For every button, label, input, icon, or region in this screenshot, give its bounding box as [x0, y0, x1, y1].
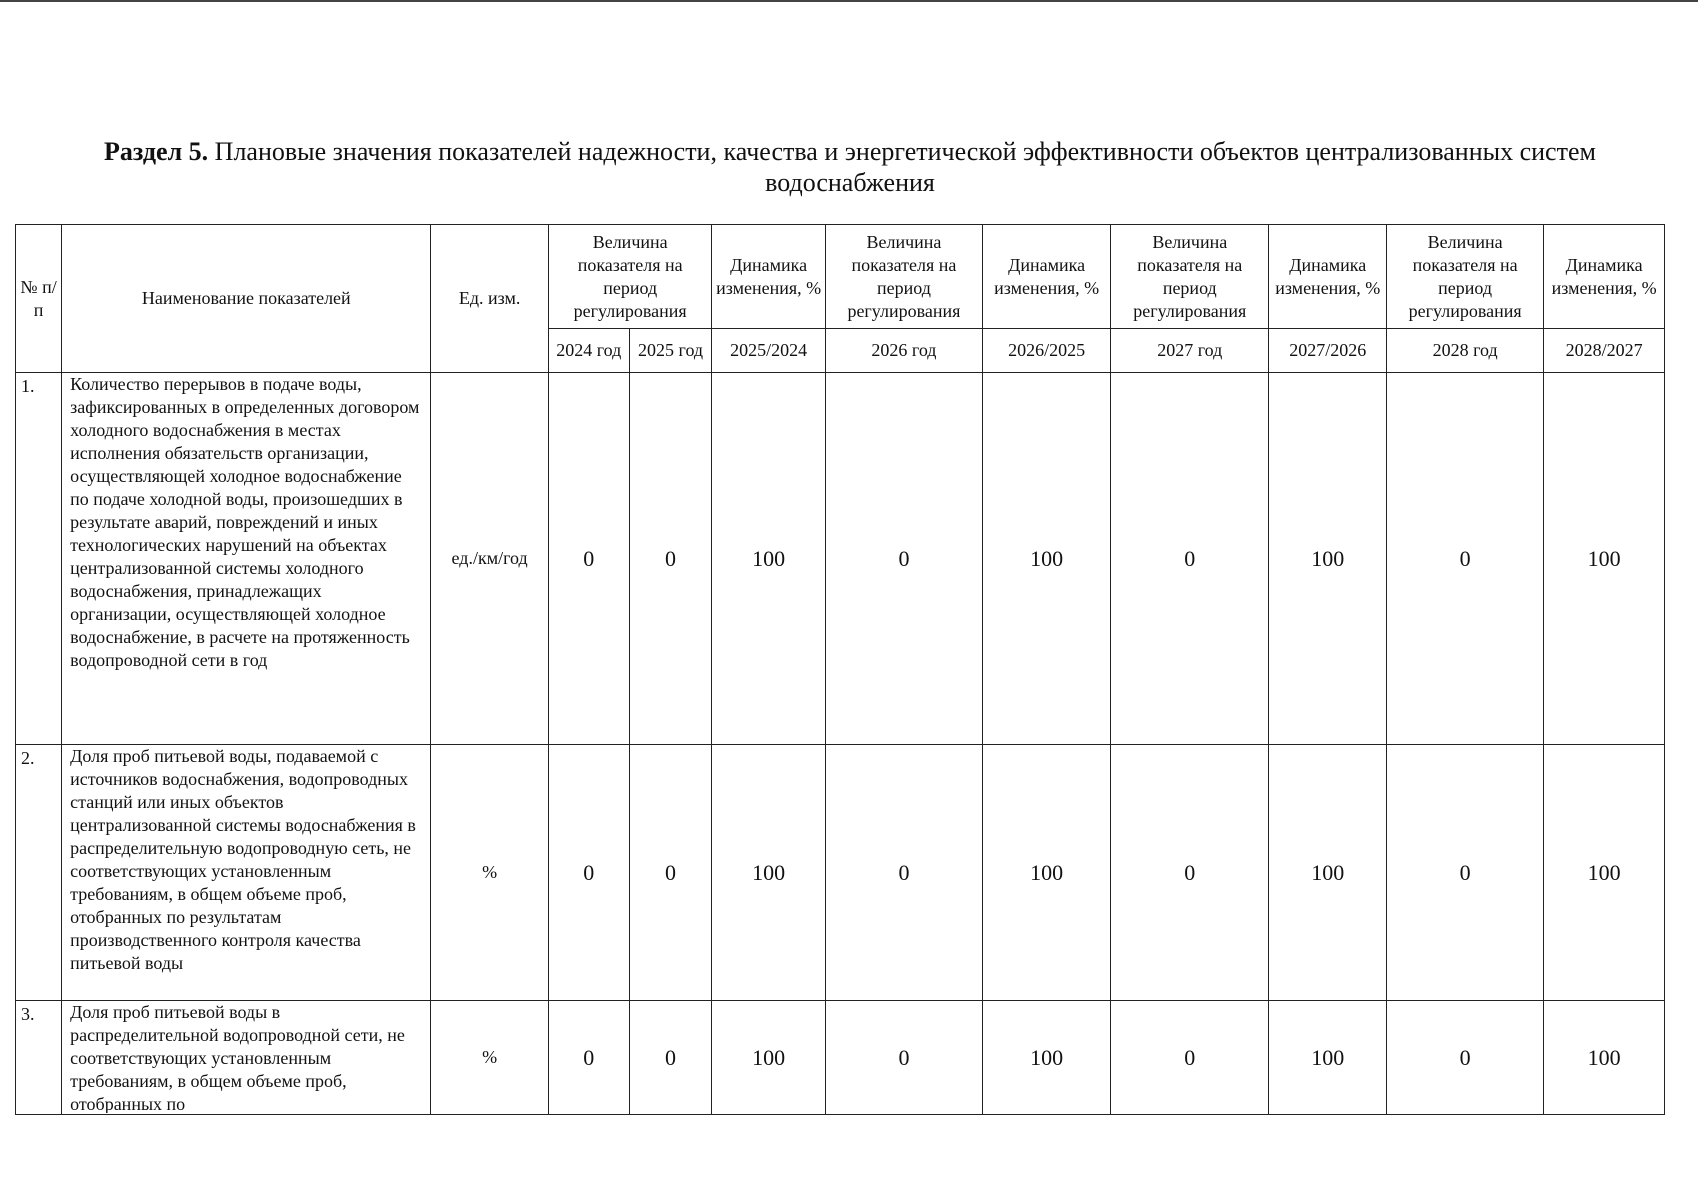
dynamics-2028-2027: 100 [1544, 1001, 1665, 1115]
header-name: Наименование показателей [62, 225, 431, 373]
header-dynamics: Динамика изменения, % [1269, 225, 1386, 329]
value-2027: 0 [1111, 373, 1269, 745]
value-2027: 0 [1111, 745, 1269, 1001]
header-dynamics: Динамика изменения, % [712, 225, 825, 329]
indicator-name-cell [62, 1001, 431, 1115]
indicators-table [15, 224, 1665, 1115]
header-unit: Ед. изм. [431, 225, 548, 373]
indicator-name: Доля проб питьевой воды в распределительной водопроводной сети, не соответствующих установленным требованиям, в общем объеме проб, отобранных по [70, 1002, 405, 1113]
header-period-value: Величина показателя на период регулирования [825, 225, 982, 329]
value-2026: 0 [825, 745, 982, 1001]
table-row [16, 745, 1665, 1001]
value-2028: 0 [1386, 1001, 1543, 1115]
dynamics-2028-2027: 100 [1544, 373, 1665, 745]
unit-cell: % [431, 1001, 548, 1115]
dynamics-2026-2025: 100 [983, 1001, 1111, 1115]
value-2025: 0 [629, 1001, 712, 1115]
dynamics-2027-2026: 100 [1269, 745, 1386, 1001]
header-dyn-2025-2024: 2025/2024 [712, 329, 825, 373]
dynamics-2025-2024: 100 [712, 1001, 825, 1115]
header-period-value: Величина показателя на период регулирования [548, 225, 712, 329]
table-row [16, 373, 1665, 745]
dynamics-2026-2025: 100 [983, 373, 1111, 745]
header-row-1 [16, 225, 1665, 329]
header-dyn-2026-2025: 2026/2025 [983, 329, 1111, 373]
row-number: 3. [16, 1001, 62, 1115]
header-dyn-2027-2026: 2027/2026 [1269, 329, 1386, 373]
dynamics-2028-2027: 100 [1544, 745, 1665, 1001]
unit-cell: ед./км/год [431, 373, 548, 745]
section-label: Раздел 5. [104, 137, 209, 166]
dynamics-2026-2025: 100 [983, 745, 1111, 1001]
header-period-value: Величина показателя на период регулирования [1111, 225, 1269, 329]
value-2028: 0 [1386, 373, 1543, 745]
header-dynamics: Динамика изменения, % [983, 225, 1111, 329]
value-2025: 0 [629, 745, 712, 1001]
header-num: № п/п [16, 225, 62, 373]
scan-top-edge [0, 0, 1698, 2]
indicator-name: Доля проб питьевой воды, подаваемой с источников водоснабжения, водопроводных станций или иных объектов централизованной системы водоснабжения в распределительную водопроводную сеть, не соответствующих установленным требованиям, в общем объеме проб, отобранных по результатам производственного контроля качества питьевой воды [62, 745, 431, 1001]
header-year-2028: 2028 год [1386, 329, 1543, 373]
header-year-2024: 2024 год [548, 329, 629, 373]
dynamics-2025-2024: 100 [712, 745, 825, 1001]
value-2026: 0 [825, 1001, 982, 1115]
value-2024: 0 [548, 745, 629, 1001]
dynamics-2025-2024: 100 [712, 373, 825, 745]
header-period-value: Величина показателя на период регулирования [1386, 225, 1543, 329]
value-2025: 0 [629, 373, 712, 745]
header-year-2025: 2025 год [629, 329, 712, 373]
value-2027: 0 [1111, 1001, 1269, 1115]
dynamics-2027-2026: 100 [1269, 1001, 1386, 1115]
value-2028: 0 [1386, 745, 1543, 1001]
table-row [16, 1001, 1665, 1115]
header-year-2026: 2026 год [825, 329, 982, 373]
row-number: 1. [16, 373, 62, 745]
section-heading [40, 136, 1660, 198]
indicator-name: Количество перерывов в подаче воды, зафиксированных в определенных договором холодного водоснабжения в местах исполнения обязательств организации, осуществляющей холодное водоснабжение по подаче холодной воды, произошедших в результате аварий, повреждений и иных технологических нарушений на объектах централизованной системы холодного водоснабжения, принадлежащих организации, осуществляющей холодное водоснабжение, в расчете на протяженность водопроводной сети в год [62, 373, 431, 745]
row-number: 2. [16, 745, 62, 1001]
value-2024: 0 [548, 1001, 629, 1115]
header-year-2027: 2027 год [1111, 329, 1269, 373]
section-title: Плановые значения показателей надежности, качества и энергетической эффективности объектов централизованных систем водоснабжения [214, 137, 1596, 197]
unit-cell: % [431, 745, 548, 1001]
dynamics-2027-2026: 100 [1269, 373, 1386, 745]
value-2026: 0 [825, 373, 982, 745]
value-2024: 0 [548, 373, 629, 745]
header-dynamics: Динамика изменения, % [1544, 225, 1665, 329]
header-dyn-2028-2027: 2028/2027 [1544, 329, 1665, 373]
